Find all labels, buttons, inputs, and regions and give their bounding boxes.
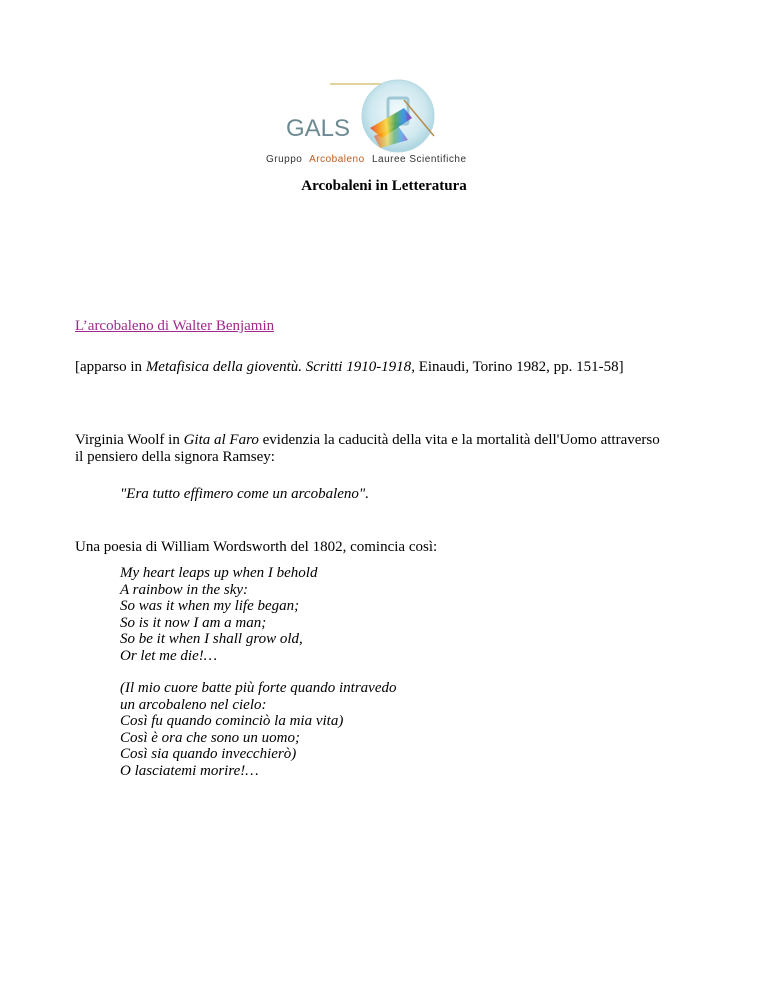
poem-italian (120, 680, 396, 779)
wordsworth-intro: Una poesia di William Wordsworth del 1802, comincia così: (75, 539, 438, 555)
source-suffix: , Einaudi, Torino 1982, pp. 151-58] (411, 359, 624, 375)
woolf-line-2: il pensiero della signora Ramsey: (75, 449, 275, 465)
source-prefix: [apparso in (75, 359, 146, 375)
poem-line: un arcobaleno nel cielo: (120, 696, 267, 713)
woolf-line-1 (75, 432, 660, 449)
logo-acronym: GALS (286, 115, 351, 142)
poem-line: Or let me die!… (120, 647, 218, 664)
woolf-book-title: Gita al Faro (183, 432, 259, 448)
logo-subtitle-1: Gruppo (266, 154, 303, 165)
poem-line: (Il mio cuore batte più forte quando intravedo (120, 680, 397, 696)
poem-line: So is it now I am a man; (120, 614, 267, 631)
benjamin-link-line (75, 318, 274, 335)
poem-line: A rainbow in the sky: (120, 581, 249, 598)
poem-line: Così sia quando invecchierò) (120, 746, 297, 762)
benjamin-link[interactable]: L’arcobaleno di Walter Benjamin (75, 318, 275, 334)
poem-line: My heart leaps up when I behold (120, 565, 318, 581)
gals-logo-graphic (262, 78, 512, 170)
svg-text:Gruppo Arcobaleno (266, 154, 467, 165)
poem-line: Così è ora che sono un uomo; (120, 729, 300, 746)
poem-english (120, 565, 317, 664)
poem-line: So be it when I shall grow old, (120, 631, 303, 647)
woolf-quote: "Era tutto effimero come un arcobaleno". (120, 486, 369, 502)
logo-subtitle-2: Arcobaleno (309, 154, 365, 165)
poem-line: O lasciatemi morire!… (120, 762, 259, 779)
page-title: Arcobaleni in Letteratura (301, 178, 467, 194)
woolf-prefix: Virginia Woolf in (75, 432, 184, 448)
gals-logo (262, 78, 512, 170)
poem-line: Così fu quando cominciò la mia vita) (120, 713, 344, 729)
source-title: Metafisica della gioventù. Scritti 1910-1918 (145, 359, 412, 375)
poem-line: So was it when my life began; (120, 598, 300, 614)
logo-subtitle-3: Lauree Scientifiche (371, 154, 467, 165)
source-line (75, 359, 624, 376)
woolf-suffix: evidenzia la caducità della vita e la mortalità dell'Uomo attraverso (258, 432, 660, 448)
